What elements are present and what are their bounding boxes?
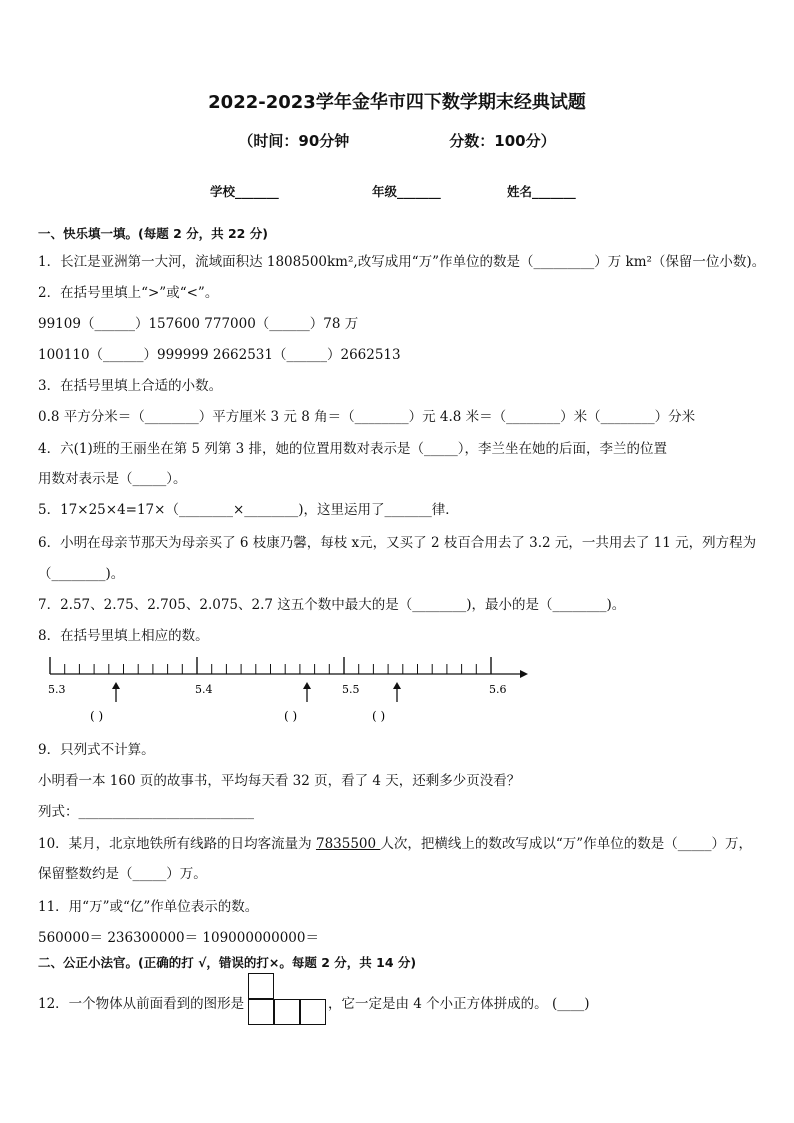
exam-meta xyxy=(0,130,794,151)
figure-square xyxy=(300,999,326,1025)
answer-blank-1[interactable]: ( ) xyxy=(90,709,104,723)
name-field: 姓名_______ xyxy=(507,184,576,199)
question-11-row: 560000＝ 236300000＝ 109000000000＝ xyxy=(38,930,319,946)
section-heading-2: 二、公正小法官。(正确的打 √，错误的打×。每题 2 分，共 14 分) xyxy=(38,955,417,970)
question-1: 1．长江是亚洲第一大河，流域面积达 1808500km²,改写成用“万”作单位的数是（_________）万 km²（保留一位小数)。 xyxy=(38,254,766,270)
question-12-post: ，它一定是由 4 个小正方体拼成的。 (____) xyxy=(328,996,590,1012)
figure-square xyxy=(248,973,274,999)
section-heading-1: 一、快乐填一填。(每题 2 分，共 22 分) xyxy=(38,226,268,241)
question-12-pre: 12．一个物体从前面看到的图形是 xyxy=(38,996,245,1012)
question-4: 4．六(1)班的王丽坐在第 5 列第 3 排，她的位置用数对表示是（_____），李兰坐在她的后面，李兰的位置 xyxy=(38,441,668,457)
question-3-row: 0.8 平方分米＝（________）平方厘米 3 元 8 角＝（________）元 4.8 米＝（________）米（________）分米 xyxy=(38,409,696,425)
question-5: 5．17×25×4=17×（________×________)，这里运用了_______律． xyxy=(38,502,459,518)
exam-time: （时间：90分钟 xyxy=(238,132,350,150)
question-2: 2．在括号里填上“>”或“<”。 xyxy=(38,285,219,301)
question-6-cont: （________)。 xyxy=(38,566,125,582)
question-7: 7．2.57、2.75、2.705、2.075、2.7 这五个数中最大的是（________)，最小的是（________)。 xyxy=(38,597,626,613)
question-10-cont: 保留整数约是（_____）万。 xyxy=(38,866,207,882)
tick-label-5-6: 5.6 xyxy=(489,683,507,696)
question-11: 11．用“万”或“亿”作单位表示的数。 xyxy=(38,899,259,915)
question-10-pre: 10．某月，北京地铁所有线路的日均客流量为 xyxy=(38,836,316,852)
number-line-ticks xyxy=(50,657,491,674)
grade-field: 年级_______ xyxy=(372,184,441,199)
question-9-answer: 列式：__________________________ xyxy=(38,804,254,820)
question-9: 9．只列式不计算。 xyxy=(38,742,155,758)
question-3: 3．在括号里填上合适的小数。 xyxy=(38,378,223,394)
up-arrow-1 xyxy=(112,682,120,702)
question-9-text: 小明看一本 160 页的故事书，平均每天看 32 页，看了 4 天，还剩多少页没看？ xyxy=(38,773,521,789)
question-4-cont: 用数对表示是（_____）。 xyxy=(38,471,187,487)
up-arrow-3 xyxy=(393,682,401,702)
tick-label-5-5: 5.5 xyxy=(342,683,360,696)
figure-square xyxy=(248,999,274,1025)
answer-blank-3[interactable]: ( ) xyxy=(372,709,386,723)
exam-score: 分数：100分） xyxy=(449,132,556,150)
answer-blank-2[interactable]: ( ) xyxy=(284,709,298,723)
question-2-row-b: 100110（______）999999 2662531（______）2662513 xyxy=(38,347,401,363)
tick-label-5-3: 5.3 xyxy=(48,683,66,696)
figure-square xyxy=(274,999,300,1025)
page-title: 2022-2023学年金华市四下数学期末经典试题 xyxy=(208,92,586,113)
number-line-arrowhead xyxy=(520,670,528,678)
question-10 xyxy=(38,832,752,852)
tick-label-5-4: 5.4 xyxy=(195,683,213,696)
question-10-post: 人次，把横线上的数改写成以“万”作单位的数是（_____）万， xyxy=(380,836,752,852)
question-6: 6．小明在母亲节那天为母亲买了 6 枝康乃馨，每枝 x元，又买了 2 枝百合用去了 3.2 元，一共用去了 11 元，列方程为 xyxy=(38,535,757,551)
question-10-number: 7835500 xyxy=(315,836,381,852)
school-field: 学校_______ xyxy=(210,184,279,199)
up-arrow-2 xyxy=(303,682,311,702)
question-2-row-a: 99109（______）157600 777000（______）78 万 xyxy=(38,316,359,332)
number-line xyxy=(40,650,540,735)
question-8: 8．在括号里填上相应的数。 xyxy=(38,628,209,644)
